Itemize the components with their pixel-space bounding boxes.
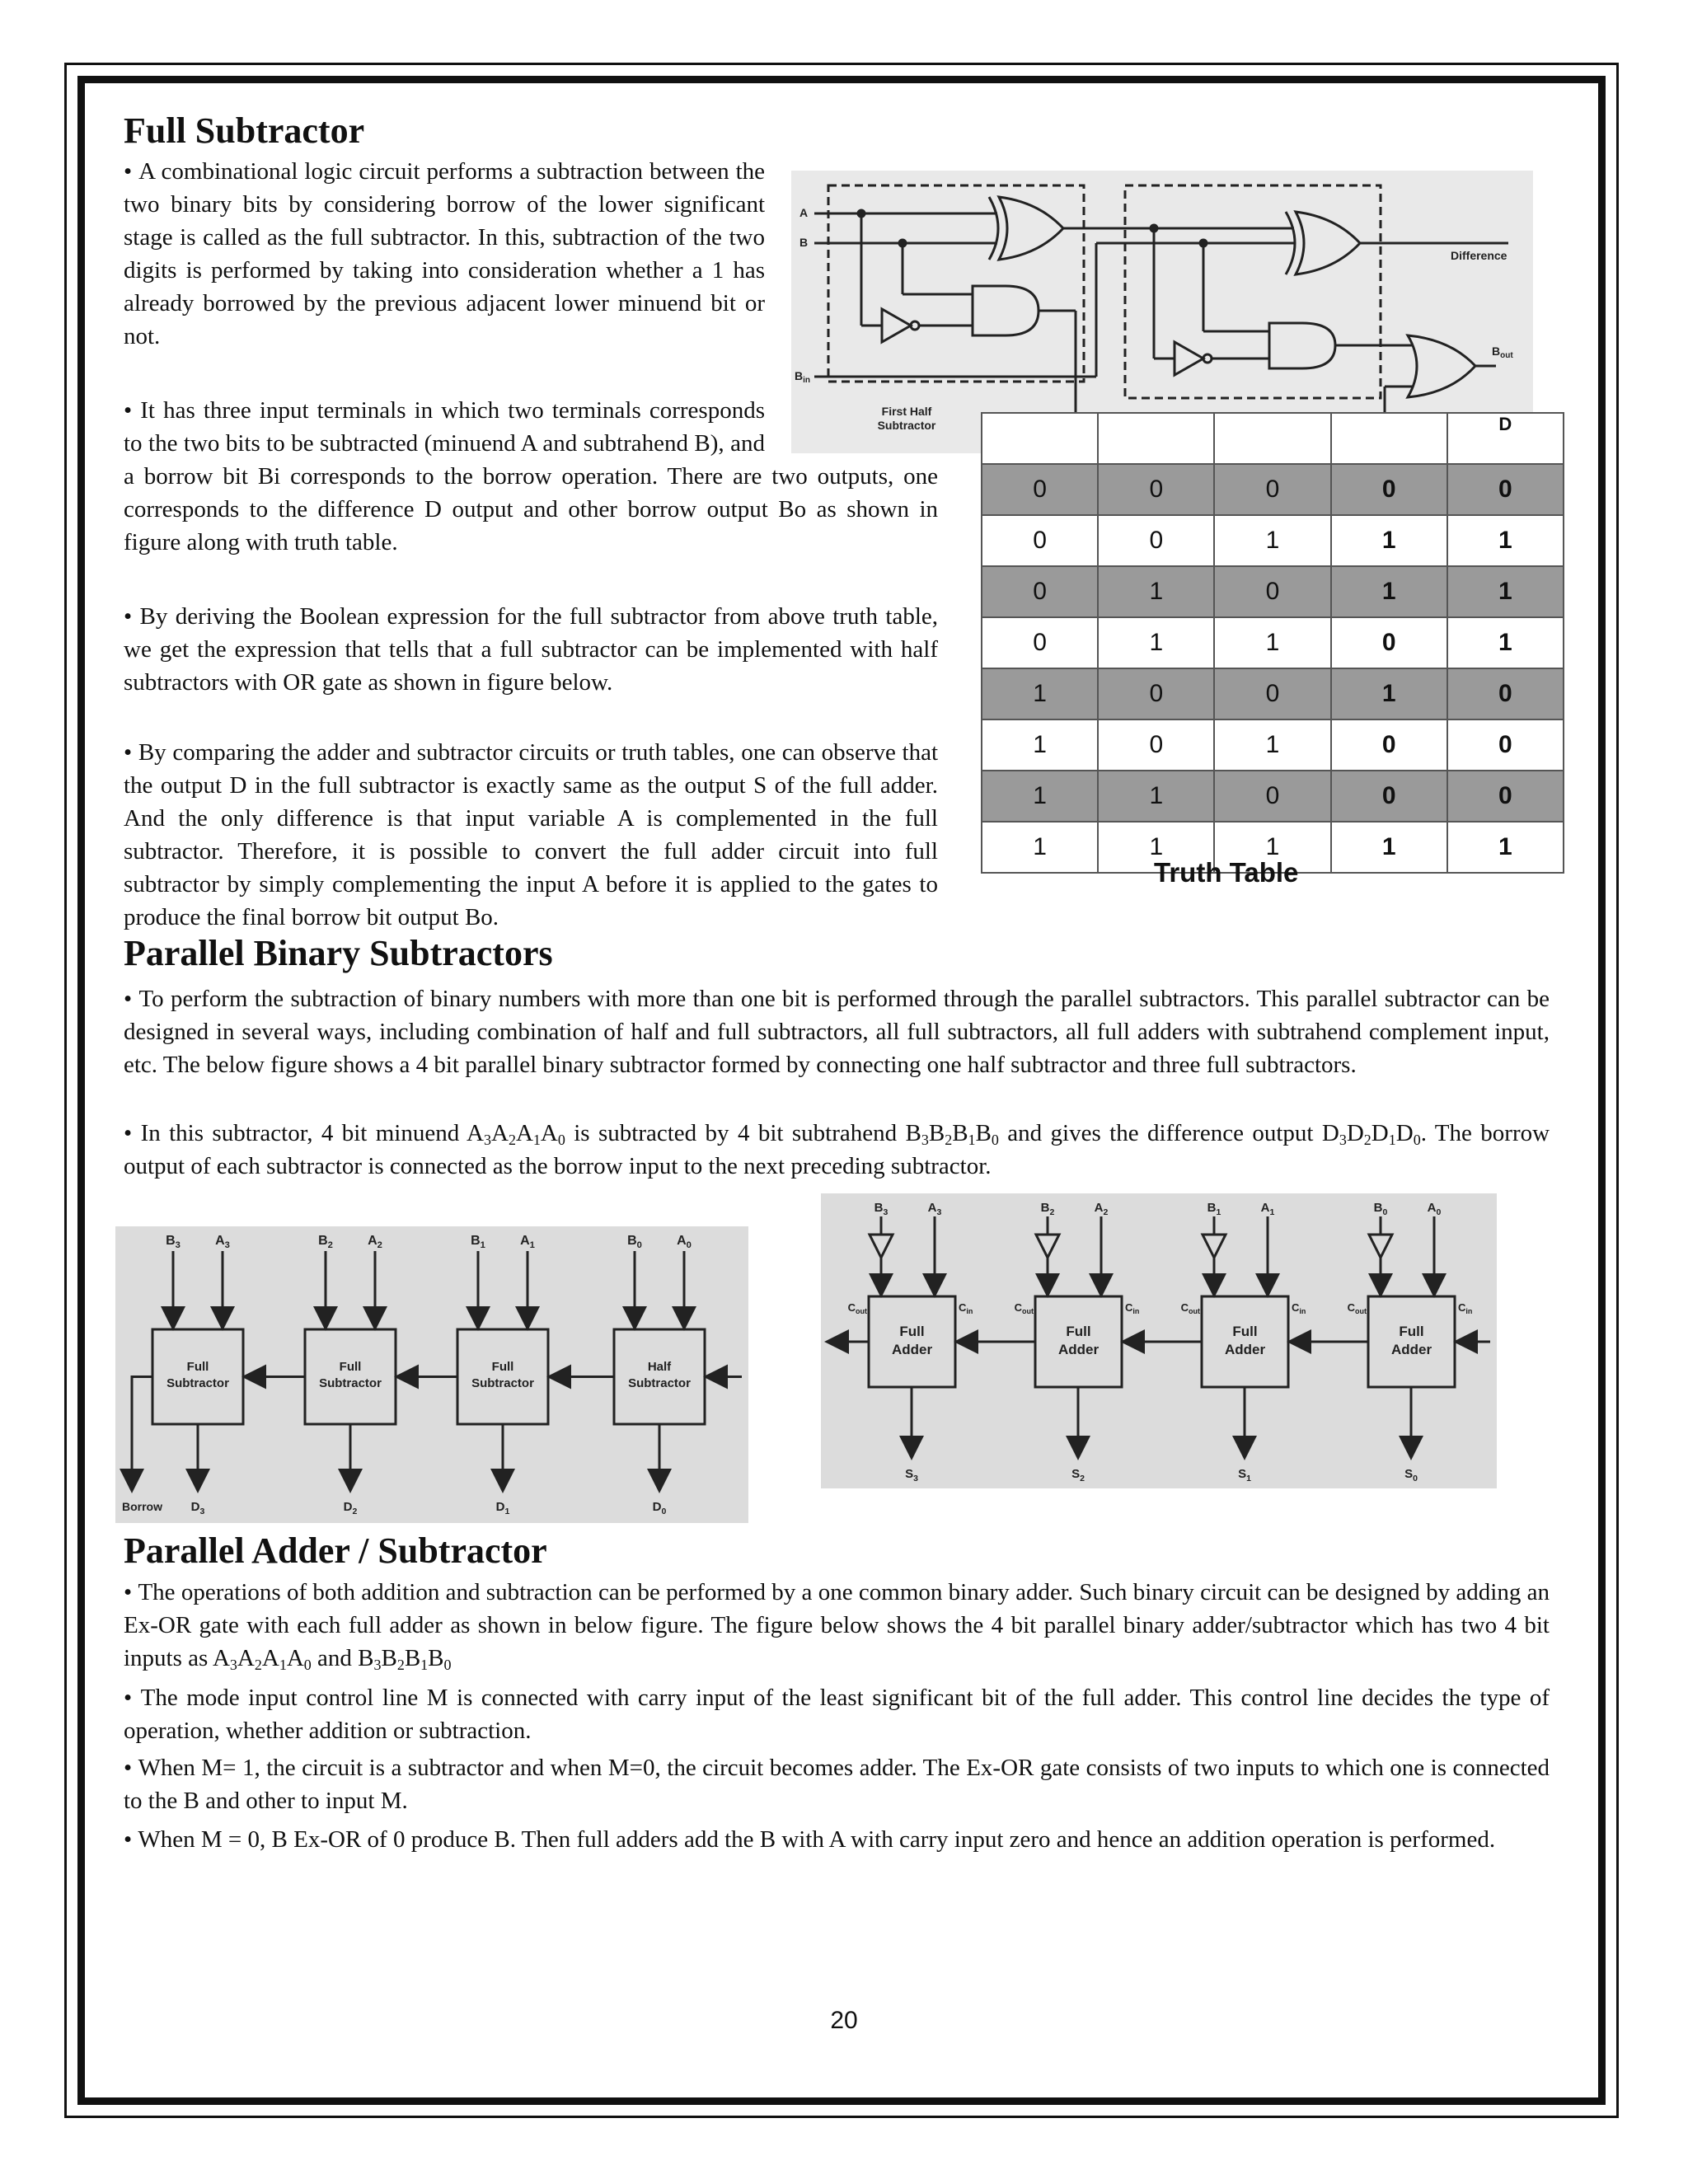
subtractor-borrow-out-arrow (132, 1377, 152, 1489)
paragraph-full-subtractor-2-text: • It has three input terminals in which two terminals corresponds to the two bits to be subtracted (minuend A and subtrahend B), and a borrow bit Bi corresponds to the borrow operation. There are two outputs, one corresponds to the difference D output and other borrow output Bo as shown in figure along with truth table. (124, 397, 938, 555)
truth-table-cell: 1 (1098, 822, 1214, 873)
adder-block-label: Full (1399, 1324, 1424, 1339)
truth-table-cell: 0 (1331, 719, 1447, 771)
adder-output-label: $S_2$ (1071, 1467, 1085, 1483)
inverter-triangle (1369, 1235, 1392, 1258)
truth-table-cell: 0 (1214, 566, 1330, 617)
truth-table-cell: 0 (1214, 464, 1330, 515)
truth-table-cell: 0 (1214, 771, 1330, 822)
heading-parallel-binary-subtractors: Parallel Binary Subtractors (124, 933, 553, 973)
label-first-half-2: Subtractor (877, 419, 936, 432)
page-number: 20 (830, 2007, 858, 2034)
truth-table-header-row (982, 413, 1564, 464)
subtractor-block-label: Subtractor (319, 1376, 382, 1390)
subtractor-input-label: $B_2$ (318, 1234, 333, 1250)
subtractor-block-label: Full (186, 1360, 209, 1374)
truth-table-cell: 0 (1447, 771, 1564, 822)
adder-block-label: Adder (1057, 1342, 1100, 1357)
adder-output-label: $S_0$ (1404, 1467, 1418, 1483)
adder-block-label: Full (899, 1324, 925, 1339)
truth-table-cell: 1 (1214, 617, 1330, 668)
label-output-bout: $B_{out}$ (1492, 344, 1513, 360)
adder-block-label: Full (1066, 1324, 1091, 1339)
truth-table-cell: 1 (982, 668, 1098, 719)
truth-table-cell: 0 (982, 515, 1098, 566)
truth-table-cell: 0 (1447, 719, 1564, 771)
adder-input-label: $A_2$ (1094, 1201, 1109, 1217)
adder-output-label: $S_3$ (905, 1467, 918, 1483)
truth-table-cell: 0 (1331, 617, 1447, 668)
parallel-adder-diagram (821, 1193, 1497, 1488)
truth-table-body (982, 464, 1564, 873)
truth-table-header-partial: D (1447, 413, 1564, 464)
subtractor-block-label: Subtractor (628, 1376, 691, 1390)
subtractor-block-label: Full (491, 1360, 514, 1374)
truth-table-cell: 1 (1447, 617, 1564, 668)
adder-cin-label: $C_{in}$ (959, 1301, 973, 1315)
adder-cin-label: $C_{in}$ (1458, 1301, 1473, 1315)
truth-table-cell: 1 (1098, 771, 1214, 822)
paragraph-parallel-subtractors-1: • To perform the subtraction of binary numbers with more than one bit is performed through the parallel subtractors. This parallel subtractor can be designed in several ways, including combination of half and full subtractors, all full subtractors, all full adders with subtrahend complement input, etc. The below figure shows a 4 bit parallel binary subtractor formed by connecting one half subtractor and three full subtractors. (124, 982, 1550, 1081)
label-input-a: A (799, 206, 809, 219)
subtractor-block-label: Subtractor (166, 1376, 229, 1390)
subtractor-block-label: Half (647, 1360, 672, 1374)
truth-table-grid (981, 412, 1564, 874)
adder-cout-label: $C_{out}$ (1347, 1301, 1367, 1315)
truth-table-cell: 1 (982, 822, 1098, 873)
adder-cout-label: $C_{out}$ (847, 1301, 867, 1315)
truth-table-row (982, 617, 1564, 668)
subtractor-input-label: $B_3$ (166, 1234, 181, 1250)
subtractor-borrow-label: Borrow (122, 1500, 162, 1513)
truth-table-cell: 1 (1447, 566, 1564, 617)
truth-table-cell: 1 (1098, 566, 1214, 617)
adder-block-label: Adder (1390, 1342, 1432, 1357)
adder-cout-label: $C_{out}$ (1014, 1301, 1034, 1315)
truth-table-cell: 1 (1331, 668, 1447, 719)
paragraph-adder-subtractor-2: • The mode input control line M is connected with carry input of the least significant bit of the full adder. This control line decides the type of operation, whether addition or subtraction. (124, 1681, 1550, 1747)
truth-table-cell: 0 (1331, 771, 1447, 822)
truth-table-cell: 0 (1098, 464, 1214, 515)
subtractor-input-label: $A_3$ (215, 1234, 230, 1250)
truth-table-cell: 0 (1447, 464, 1564, 515)
truth-table-cell: 1 (1214, 515, 1330, 566)
adder-input-label: $A_3$ (927, 1201, 942, 1217)
truth-table-cell: 1 (1447, 822, 1564, 873)
paragraph-full-subtractor-1: • A combinational logic circuit performs a subtraction between the two binary bits by considering borrow of the lower significant stage is called as the full subtractor. In this, subtraction of the two digits is performed by taking into consideration whether a 1 has already borrowed by the previous adjacent lower minuend bit or not. (124, 155, 765, 353)
subtractor-output-label: $D_3$ (190, 1500, 205, 1516)
truth-table-cell: 1 (1214, 719, 1330, 771)
inverter-triangle (1203, 1235, 1226, 1258)
heading-full-subtractor: Full Subtractor (124, 110, 365, 151)
adder-block-label: Full (1232, 1324, 1258, 1339)
truth-table-row (982, 771, 1564, 822)
label-first-half-1: First Half (881, 405, 932, 418)
truth-table (981, 412, 1564, 874)
subtractor-input-label: $B_0$ (627, 1234, 642, 1250)
subtractor-output-label: $D_1$ (495, 1500, 510, 1516)
label-input-bin: $B_{in}$ (795, 369, 811, 385)
label-output-difference: Difference (1451, 249, 1507, 262)
subtractor-input-label: $A_2$ (368, 1234, 382, 1250)
subtractor-block-label: Subtractor (471, 1376, 534, 1390)
adder-cout-label: $C_{out}$ (1180, 1301, 1200, 1315)
adder-input-label: $A_1$ (1260, 1201, 1275, 1217)
truth-table-cell: 0 (982, 566, 1098, 617)
truth-table-row (982, 566, 1564, 617)
label-input-b: B (799, 236, 809, 249)
adder-cin-label: $C_{in}$ (1125, 1301, 1140, 1315)
truth-table-cell: 1 (1447, 515, 1564, 566)
truth-table-cell: 1 (982, 719, 1098, 771)
truth-table-cell: 0 (1214, 668, 1330, 719)
truth-table-row (982, 464, 1564, 515)
truth-table-cell: 1 (1331, 515, 1447, 566)
parallel-subtractor-diagram (115, 1226, 748, 1523)
paragraph-full-subtractor-2-block (124, 394, 938, 559)
truth-table-cell: 0 (982, 617, 1098, 668)
truth-table-cell: 0 (1098, 719, 1214, 771)
paragraph-full-subtractor-3: • By deriving the Boolean expression for the full subtractor from above truth table, we get the expression that tells that a full subtractor can be implemented with half subtractors with OR gate as shown in figure below. (124, 600, 938, 699)
adder-input-label: $B_3$ (874, 1201, 889, 1217)
subtractor-input-label: $B_1$ (471, 1234, 485, 1250)
parallel-subtractor-figure (115, 1226, 748, 1523)
adder-block-label: Adder (891, 1342, 933, 1357)
subtractor-output-label: $D_2$ (343, 1500, 358, 1516)
subtractor-input-label: $A_1$ (520, 1234, 535, 1250)
parallel-adder-figure (821, 1193, 1497, 1488)
truth-table-cell: 0 (1331, 464, 1447, 515)
truth-table-cell: 0 (1098, 668, 1214, 719)
truth-table-cell: 0 (1447, 668, 1564, 719)
subtractor-block-label: Full (339, 1360, 362, 1374)
heading-parallel-adder-subtractor: Parallel Adder / Subtractor (124, 1530, 547, 1571)
paragraph-parallel-subtractors-2: • In this subtractor, 4 bit minuend $A_3A_2A_1A_0$ is subtracted by 4 bit subtrahend $B_3B_2B_1B_0$ and gives the difference output $D_3D_2D_1D_0$. The borrow output of each subtractor is connected as the borrow input to the next preceding subtractor. (124, 1117, 1550, 1183)
paragraph-adder-subtractor-1: • The operations of both addition and subtraction can be performed by a one common binary adder. Such binary circuit can be designed by adding an Ex-OR gate with each full adder as shown in below figure. The figure below shows the 4 bit parallel binary adder/subtractor which has two 4 bit inputs as $A_3A_2A_1A_0$ and $B_3B_2B_1B_0$ (124, 1576, 1550, 1675)
truth-table-cell: 1 (1331, 822, 1447, 873)
inverter-triangle (870, 1235, 893, 1258)
truth-table-cell: 1 (1331, 566, 1447, 617)
subtractor-output-label: $D_0$ (652, 1500, 667, 1516)
truth-table-row (982, 515, 1564, 566)
adder-input-label: $A_0$ (1427, 1201, 1442, 1217)
inverter-triangle (1036, 1235, 1059, 1258)
adder-output-label: $S_1$ (1238, 1467, 1251, 1483)
truth-table-cell: 0 (982, 464, 1098, 515)
truth-table-caption: Truth Table (1154, 857, 1299, 888)
adder-block-label: Adder (1224, 1342, 1266, 1357)
adder-input-label: $B_0$ (1373, 1201, 1388, 1217)
truth-table-cell: 1 (1098, 617, 1214, 668)
truth-table-row (982, 719, 1564, 771)
adder-input-label: $B_2$ (1040, 1201, 1055, 1217)
adder-input-label: $B_1$ (1207, 1201, 1221, 1217)
truth-table-cell: 1 (1214, 822, 1330, 873)
paragraph-adder-subtractor-3: • When M= 1, the circuit is a subtractor and when M=0, the circuit becomes adder. The Ex-OR gate consists of two inputs to which one is connected to the B and other to input M. (124, 1751, 1550, 1817)
paragraph-adder-subtractor-4: • When M = 0, B Ex-OR of 0 produce B. Then full adders add the B with A with carry input zero and hence an addition operation is performed. (124, 1823, 1550, 1856)
adder-cin-label: $C_{in}$ (1292, 1301, 1306, 1315)
truth-table-cell: 0 (1098, 515, 1214, 566)
paragraph-full-subtractor-4: • By comparing the adder and subtractor circuits or truth tables, one can observe that the output D in the full subtractor is exactly same as the output S of the full adder. And the only difference is that input variable A is complemented in the full subtractor. Therefore, it is possible to convert the full adder circuit into full subtractor by simply complementing the input A before it is applied to the gates to produce the final borrow bit output Bo. (124, 739, 938, 930)
truth-table-row (982, 668, 1564, 719)
subtractor-input-label: $A_0$ (677, 1234, 692, 1250)
truth-table-cell: 1 (982, 771, 1098, 822)
